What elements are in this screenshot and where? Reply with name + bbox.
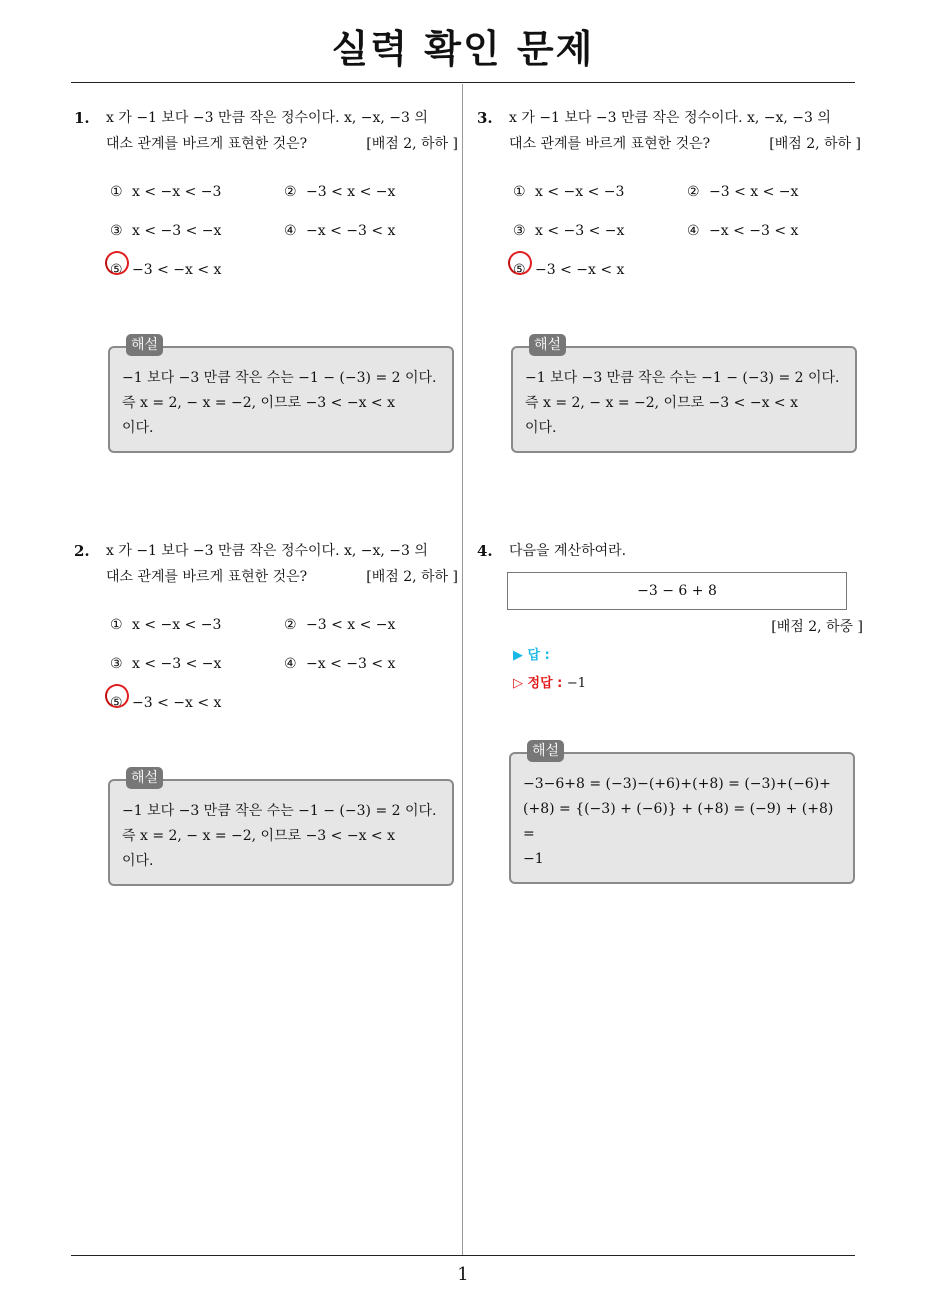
solution-box <box>108 770 454 886</box>
problem-text <box>106 538 458 590</box>
choice-4[interactable] <box>687 218 861 257</box>
choice-number: ④ <box>284 656 297 672</box>
choice-number: ④ <box>284 223 297 239</box>
solution-line: 이다. <box>122 853 154 869</box>
problem-1 <box>74 105 458 436</box>
score-meta: [배점 2, 하하 ] <box>366 136 458 152</box>
choice-text: x < −x < −3 <box>132 184 222 200</box>
score-meta: [배점 2, 하하 ] <box>366 569 458 585</box>
choice-text: −3 < x < −x <box>306 184 396 200</box>
choice-text: x < −3 < −x <box>535 223 625 239</box>
solution-line: 이다. <box>122 420 154 436</box>
choice-number: ⑤ <box>110 690 132 716</box>
choice-text: −3 < −x < x <box>535 262 625 278</box>
correct-answer-label: ▷ 정답 : <box>513 676 563 691</box>
choice-list <box>110 179 458 296</box>
column-divider <box>462 84 463 1256</box>
problem-text-line: x 가 −1 보다 −3 만큼 작은 정수이다. x, −x, −3 의 <box>106 110 428 126</box>
solution-line: 즉 x = 2, − x = −2, 이므로 −3 < −x < x <box>122 828 395 844</box>
solution-tag: 해설 <box>126 334 163 356</box>
problem-number: 4. <box>477 542 493 560</box>
score-meta: [배점 2, 하중 ] <box>771 619 863 635</box>
problem-number: 1. <box>74 109 90 127</box>
choice-1[interactable] <box>513 179 687 218</box>
choice-number: ③ <box>110 656 123 672</box>
problem-3 <box>477 105 861 436</box>
solution-tag: 해설 <box>527 740 564 762</box>
solution-line: −1 보다 −3 만큼 작은 수는 −1 − (−3) = 2 이다. <box>122 370 437 386</box>
problem-text-line: 대소 관계를 바르게 표현한 것은? <box>106 569 308 585</box>
choice-2[interactable] <box>284 179 458 218</box>
solution-line: 이다. <box>525 420 557 436</box>
choice-1[interactable] <box>110 179 284 218</box>
solution-line: 즉 x = 2, − x = −2, 이므로 −3 < −x < x <box>525 395 798 411</box>
choice-text: −3 < −x < x <box>132 695 222 711</box>
choice-text: −3 < −x < x <box>132 262 222 278</box>
problem-text <box>106 105 458 157</box>
problem-2 <box>74 538 458 869</box>
expression-box: −3 − 6 + 8 <box>507 572 847 610</box>
problem-4 <box>477 538 863 867</box>
problem-text <box>509 105 861 157</box>
choice-5-correct[interactable] <box>110 257 286 296</box>
choice-3[interactable] <box>513 218 687 257</box>
problem-text-line: x 가 −1 보다 −3 만큼 작은 정수이다. x, −x, −3 의 <box>509 110 831 126</box>
choice-number: ① <box>110 617 123 633</box>
choice-number: ⑤ <box>110 257 132 283</box>
solution-line: −1 보다 −3 만큼 작은 수는 −1 − (−3) = 2 이다. <box>525 370 840 386</box>
solution-line: −3−6+8 = (−3)−(+6)+(+8) = (−3)+(−6)+ <box>523 776 831 792</box>
page-title: 실력 확인 문제 <box>331 27 595 71</box>
choice-list <box>110 612 458 729</box>
page-number: 1 <box>457 1264 469 1285</box>
solution-line: (+8) = {(−3) + (−6)} + (+8) = (−9) + (+8) = <box>523 801 834 842</box>
solution-line: 즉 x = 2, − x = −2, 이므로 −3 < −x < x <box>122 395 395 411</box>
choice-text: −3 < x < −x <box>306 617 396 633</box>
score-meta: [배점 2, 하하 ] <box>769 136 861 152</box>
solution-tag: 해설 <box>529 334 566 356</box>
choice-4[interactable] <box>284 218 458 257</box>
choice-text: x < −3 < −x <box>132 656 222 672</box>
choice-5-correct[interactable] <box>513 257 689 296</box>
choice-number: ③ <box>110 223 123 239</box>
choice-1[interactable] <box>110 612 284 651</box>
solution-box <box>511 337 857 453</box>
choice-5-correct[interactable] <box>110 690 286 729</box>
problem-number: 2. <box>74 542 90 560</box>
footer-rule <box>71 1255 855 1256</box>
header-rule <box>71 82 855 83</box>
correct-answer-value: −1 <box>566 676 587 691</box>
choice-number: ② <box>687 184 700 200</box>
choice-text: −3 < x < −x <box>709 184 799 200</box>
choice-number: ② <box>284 617 297 633</box>
choice-number: ④ <box>687 223 700 239</box>
problem-text-line: x 가 −1 보다 −3 만큼 작은 정수이다. x, −x, −3 의 <box>106 543 428 559</box>
choice-list <box>513 179 861 296</box>
choice-number: ⑤ <box>513 257 535 283</box>
choice-2[interactable] <box>687 179 861 218</box>
problem-text-line: 대소 관계를 바르게 표현한 것은? <box>509 136 711 152</box>
choice-text: x < −x < −3 <box>535 184 625 200</box>
answer-input-label[interactable]: ▶ 답 : <box>513 648 550 663</box>
choice-text: x < −x < −3 <box>132 617 222 633</box>
choice-text: −x < −3 < x <box>306 223 396 239</box>
solution-tag: 해설 <box>126 767 163 789</box>
solution-line: −1 <box>523 851 544 867</box>
solution-box <box>509 743 855 884</box>
choice-text: x < −3 < −x <box>132 223 222 239</box>
choice-3[interactable] <box>110 651 284 690</box>
choice-number: ② <box>284 184 297 200</box>
choice-text: −x < −3 < x <box>709 223 799 239</box>
choice-number: ③ <box>513 223 526 239</box>
solution-line: −1 보다 −3 만큼 작은 수는 −1 − (−3) = 2 이다. <box>122 803 437 819</box>
choice-number: ① <box>110 184 123 200</box>
choice-4[interactable] <box>284 651 458 690</box>
choice-number: ① <box>513 184 526 200</box>
choice-3[interactable] <box>110 218 284 257</box>
choice-2[interactable] <box>284 612 458 651</box>
solution-box <box>108 337 454 453</box>
choice-text: −x < −3 < x <box>306 656 396 672</box>
problem-text: 다음을 계산하여라. <box>509 543 627 559</box>
problem-number: 3. <box>477 109 493 127</box>
problem-text-line: 대소 관계를 바르게 표현한 것은? <box>106 136 308 152</box>
